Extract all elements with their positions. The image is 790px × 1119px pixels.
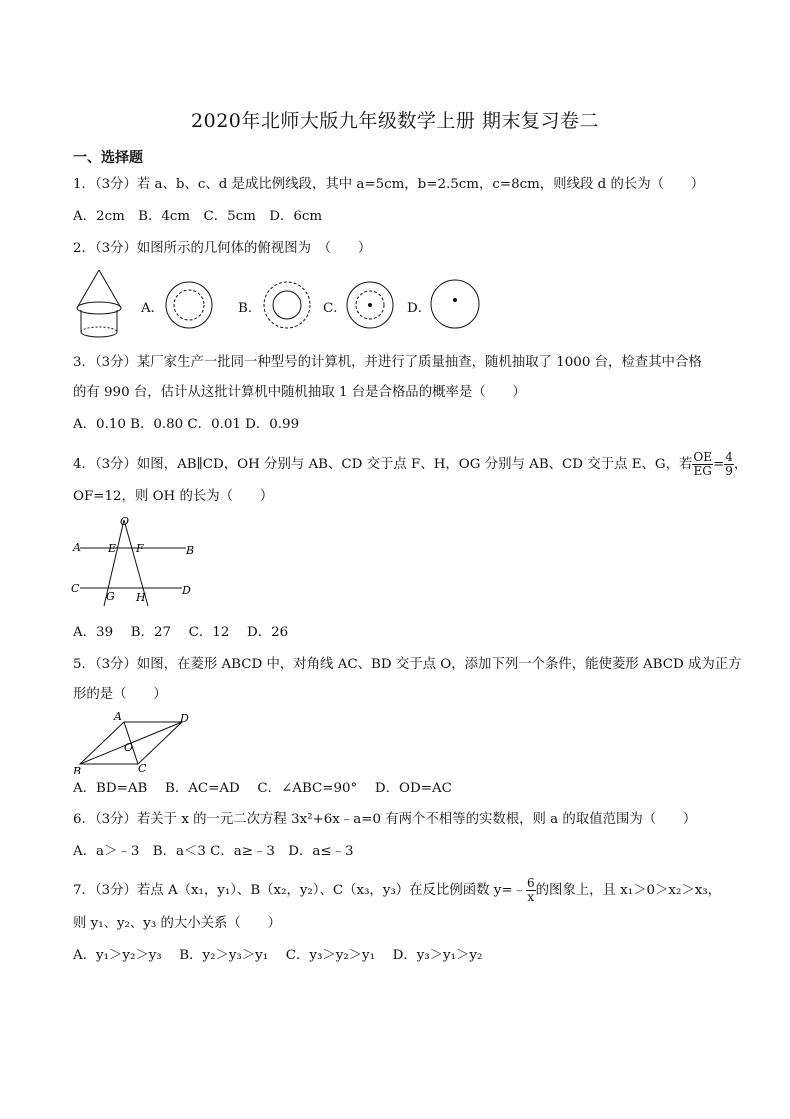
page-title: 2020年北师大版九年级数学上册 期末复习卷二 — [191, 110, 599, 132]
function-numerator: 6 — [526, 876, 535, 890]
point-g-label: G — [106, 590, 115, 603]
question-4-text-line2: OF=12，则 OH 的长为（ ） — [73, 489, 274, 504]
question-7-text-line2: 则 y₁、y₂、y₃ 的大小关系（ ） — [73, 916, 281, 931]
point-h-label: H — [136, 591, 146, 604]
option-b-label: B． — [238, 301, 262, 316]
point-b-label: B — [186, 544, 195, 557]
point-o-label: O — [120, 515, 130, 528]
ratio-fraction — [692, 451, 713, 478]
option-d-label: D． — [407, 301, 432, 316]
equals-sign: = — [712, 457, 725, 472]
question-7-options: A．y₁＞y₂＞y₃ B．y₂＞y₃＞y₁ C．y₃＞y₂＞y₁ D．y₃＞y₁＞y₂ — [73, 948, 483, 963]
point-f-label: F — [136, 542, 144, 555]
point-d-label: D — [182, 584, 191, 597]
question-3-text-line1: 3．（3分）某厂家生产一批同一种型号的计算机，并进行了质量抽查，随机抽取了 1000 台，检查其中合格 — [73, 355, 702, 370]
question-6-text: 6．（3分）若关于 x 的一元二次方程 3x²+6x﹣a=0 有两个不相等的实数根，则 a 的取值范围为（ ） — [73, 812, 697, 827]
solid-figure — [73, 268, 123, 340]
function-denominator: x — [527, 890, 535, 904]
ratio-numerator: OE — [693, 450, 712, 464]
option-b-figure — [262, 280, 312, 330]
question-3-text-line2: 的有 990 台，估计从这批计算机中随机抽取 1 台是合格品的概率是（ ） — [73, 385, 526, 400]
option-c-figure — [345, 280, 395, 330]
question-7-text-line1 — [73, 877, 721, 904]
parallel-lines-figure — [70, 512, 200, 612]
point-e-label: E — [108, 542, 117, 555]
ratio-value-denominator: 9 — [725, 464, 733, 478]
question-1-options: A．2cm B．4cm C．5cm D．6cm — [73, 209, 323, 224]
question-7-text-a: 7．（3分）若点 A（x₁，y₁）、B（x₂，y₂）、C（x₃，y₃）在反比例函数 y=﹣ — [73, 883, 526, 898]
rhombus-d-label: D — [180, 712, 189, 725]
option-a-label: A． — [141, 301, 165, 316]
question-2-text: 2．（3分）如图所示的几何体的俯视图为 （ ） — [73, 241, 372, 256]
question-5-options: A．BD=AB B．AC=AD C．∠ABC=90° D．OD=AC — [73, 781, 452, 796]
section-heading: 一、选择题 — [73, 150, 143, 166]
point-a-label: A — [73, 541, 81, 554]
question-5-text-line1: 5．（3分）如图，在菱形 ABCD 中，对角线 AC、BD 交于点 O，添加下列一个条件，能使菱形 ABCD 成为正方 — [73, 657, 742, 672]
point-c-label: C — [71, 582, 80, 595]
rhombus-figure — [70, 708, 200, 774]
question-4-options: A．39 B．27 C．12 D．26 — [73, 625, 289, 640]
question-4-text-b: ， — [733, 457, 748, 472]
option-a-figure — [164, 280, 214, 330]
question-6-options: A．a＞﹣3 B．a＜3 C．a≥﹣3 D．a≤﹣3 — [73, 844, 354, 859]
question-4-text-line1 — [73, 451, 747, 478]
rhombus-c-label: C — [138, 762, 147, 774]
question-7-text-b: 的图象上，且 x₁＞0＞x₂＞x₃， — [535, 883, 722, 898]
option-d-figure — [429, 278, 481, 330]
question-1-text: 1．（3分）若 a、b、c、d 是成比例线段，其中 a=5cm，b=2.5cm，c=8cm，则线段 d 的长为（ ） — [73, 177, 705, 192]
rhombus-o-label: O — [124, 741, 134, 754]
question-5-text-line2: 形的是（ ） — [73, 687, 167, 702]
ratio-denominator: EG — [693, 464, 712, 478]
function-fraction — [526, 877, 536, 904]
ratio-value-numerator: 4 — [725, 450, 733, 464]
rhombus-b-label: B — [73, 765, 82, 774]
question-3-options: A．0.10 B．0.80 C．0.01 D．0.99 — [73, 417, 300, 432]
question-4-text-a: 4．（3分）如图，AB∥CD，OH 分别与 AB、CD 交于点 F、H，OG 分别与 AB、CD 交于点 E、G，若 — [73, 457, 693, 472]
rhombus-a-label: A — [114, 710, 122, 723]
ratio-value-fraction — [724, 451, 734, 478]
option-c-label: C． — [323, 301, 347, 316]
